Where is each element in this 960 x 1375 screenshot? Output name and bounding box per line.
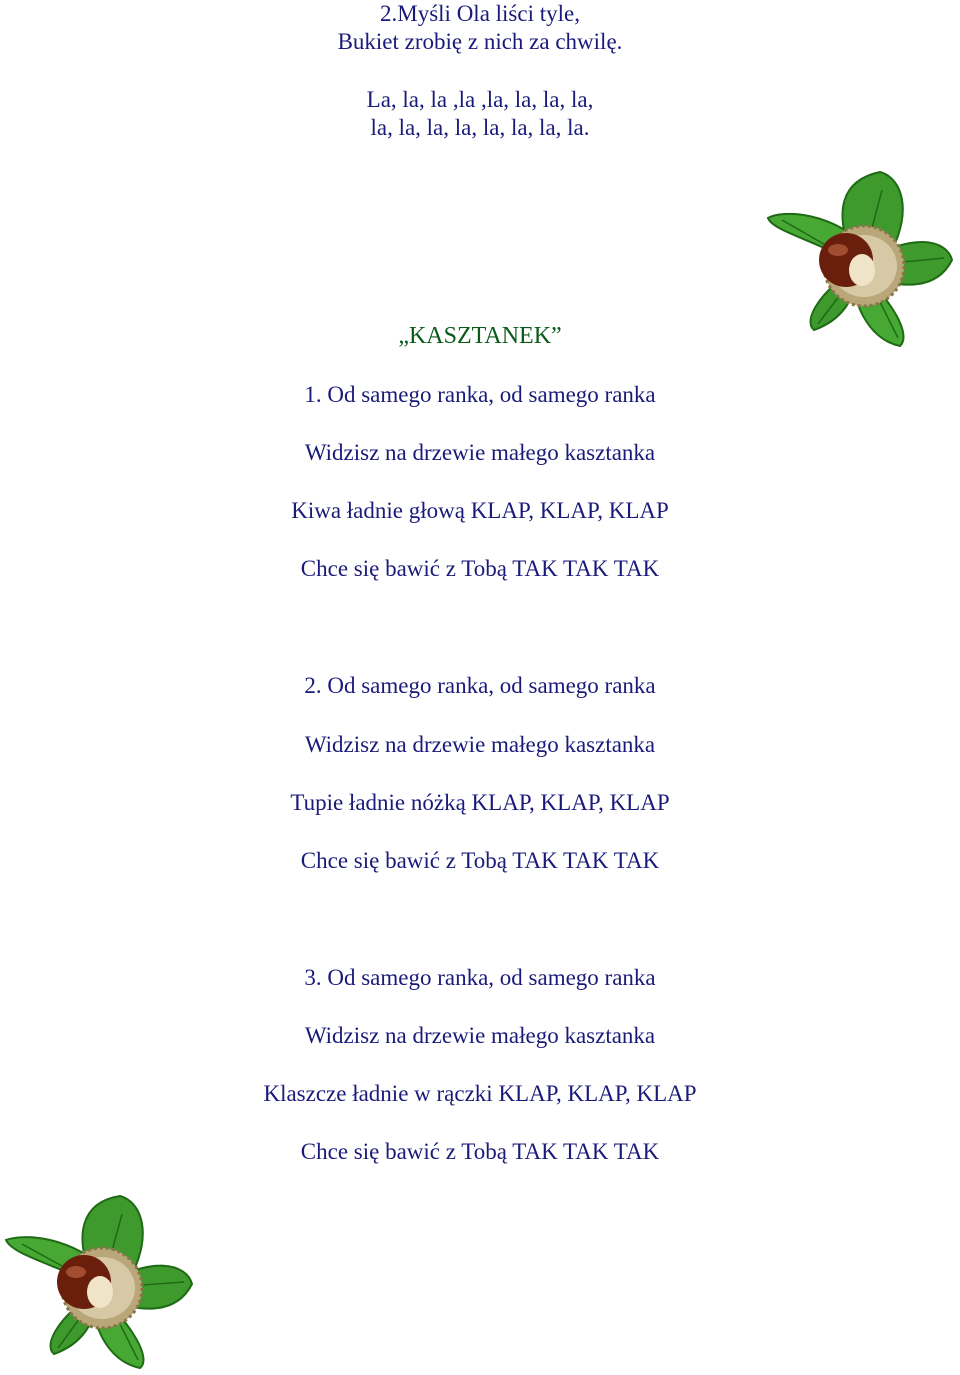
intro-line-3: La, la, la ,la ,la, la, la, la, [366, 87, 594, 112]
intro-line-1: 2.Myśli Ola liści tyle, [380, 1, 580, 26]
verse-2-line-4: Chce się bawić z Tobą TAK TAK TAK [300, 848, 660, 873]
verse-1-line-2: Widzisz na drzewie małego kasztanka [304, 440, 656, 465]
chestnut-leaf-icon [762, 170, 958, 350]
verse-2-line-3: Tupie ładnie nóżką KLAP, KLAP, KLAP [290, 790, 670, 815]
verse-1-line-3: Kiwa ładnie głową KLAP, KLAP, KLAP [291, 498, 669, 523]
song-title: „KASZTANEK” [398, 323, 562, 349]
intro-line-4: la, la, la, la, la, la, la, la. [370, 115, 590, 140]
verse-3-line-1: 3. Od samego ranka, od samego ranka [304, 965, 656, 990]
intro-line-2: Bukiet zrobię z nich za chwilę. [337, 29, 623, 54]
verse-1-line-1: 1. Od samego ranka, od samego ranka [304, 382, 656, 407]
chestnut-leaf-illustration [762, 170, 958, 350]
chestnut-leaf-icon [2, 1194, 198, 1370]
verse-3-line-3: Klaszcze ładnie w rączki KLAP, KLAP, KLAP [263, 1081, 697, 1106]
verse-3-line-2: Widzisz na drzewie małego kasztanka [304, 1023, 656, 1048]
verse-3-line-4: Chce się bawić z Tobą TAK TAK TAK [300, 1139, 660, 1164]
verse-2-line-2: Widzisz na drzewie małego kasztanka [304, 732, 656, 757]
verse-2-line-1: 2. Od samego ranka, od samego ranka [304, 673, 656, 698]
chestnut-leaf-illustration [2, 1194, 198, 1370]
verse-1-line-4: Chce się bawić z Tobą TAK TAK TAK [300, 556, 660, 581]
